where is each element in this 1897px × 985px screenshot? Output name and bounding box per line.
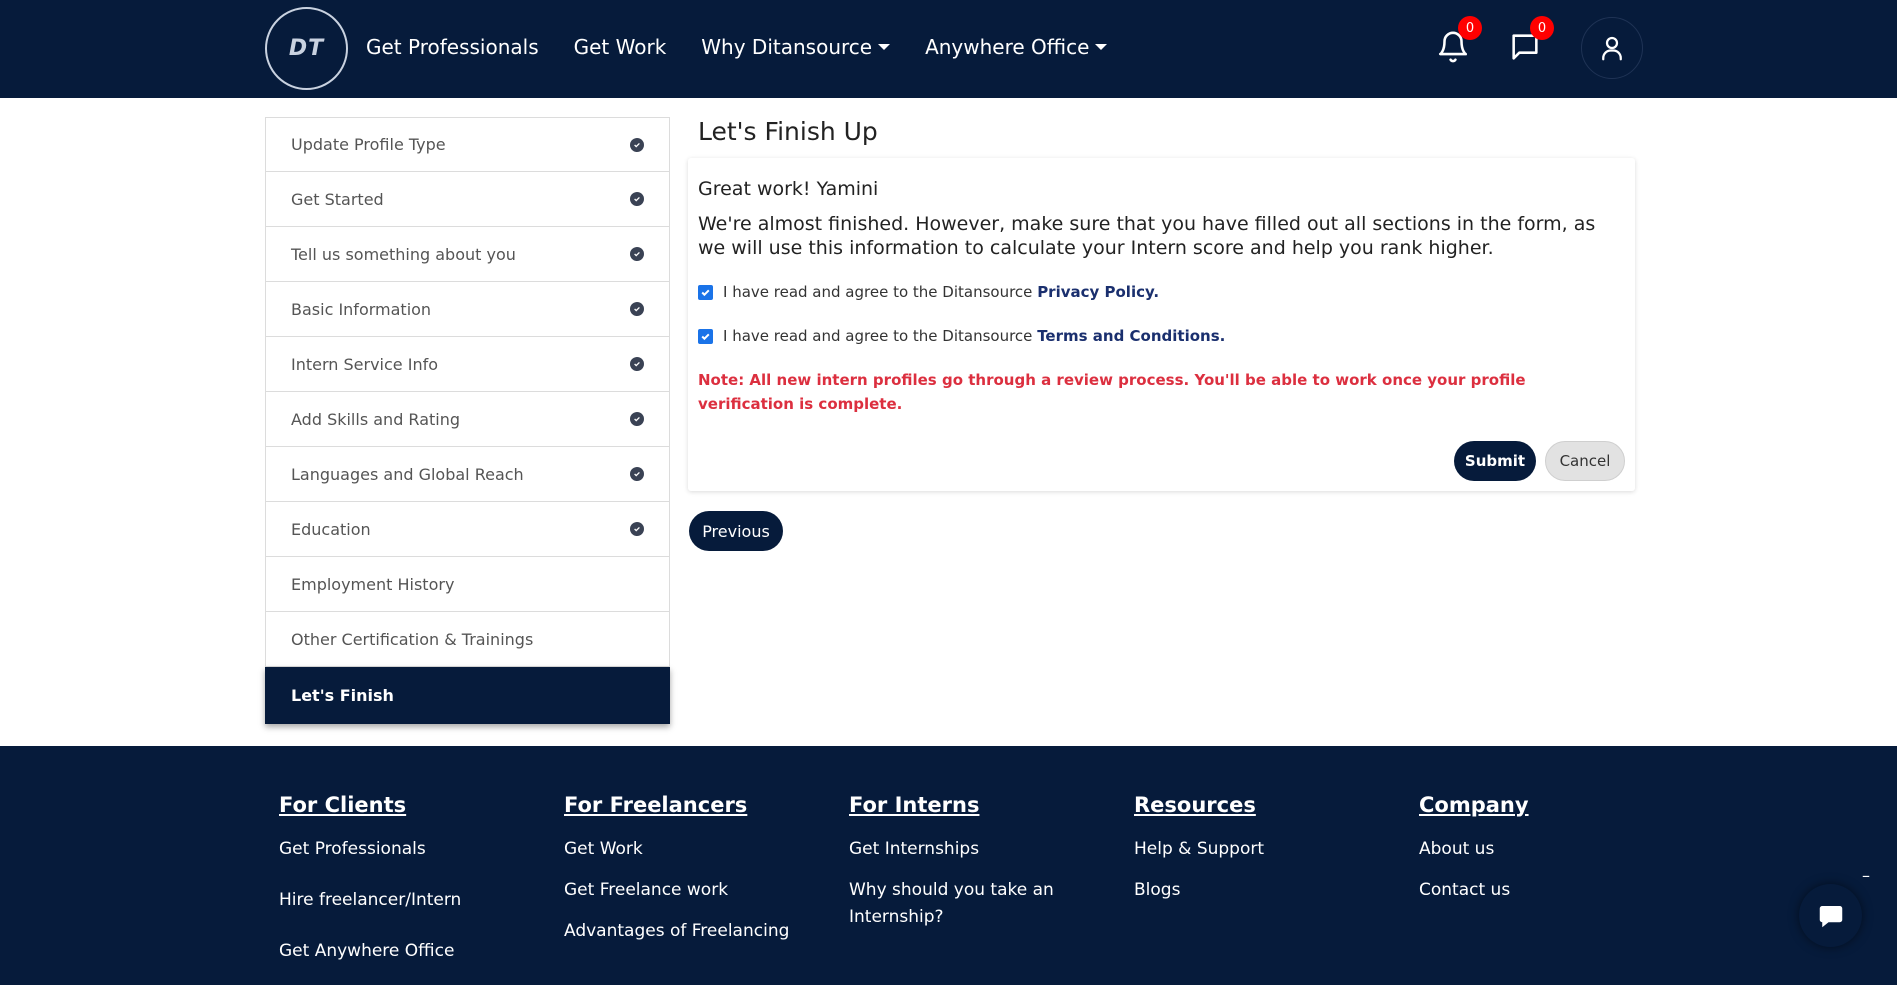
footer-link[interactable]: Why should you take an Internship? [849,880,1054,927]
nav-label: Why Ditansource [701,35,873,59]
user-icon [1597,33,1627,63]
user-menu-button[interactable] [1581,17,1643,79]
nav-get-work[interactable] [574,35,667,59]
page-title: Let's Finish Up [698,117,878,146]
step-employment-history[interactable] [265,557,670,612]
step-update-profile-type[interactable] [265,117,670,172]
top-navbar [0,0,1897,98]
footer-link[interactable]: About us [1419,839,1495,859]
footer-col-interns [849,793,1079,945]
footer-link[interactable]: Hire freelancer/Intern [279,890,462,910]
finish-card [688,158,1635,491]
step-tell-us-about-you[interactable] [265,227,670,282]
step-label: Intern Service Info [291,354,438,374]
greeting-text: Great work! Yamini [698,178,879,200]
step-add-skills-rating[interactable] [265,392,670,447]
privacy-agreement [698,283,1159,301]
check-circle-icon [630,357,644,371]
chat-bubble-icon [1816,901,1846,931]
footer-link[interactable]: Get Freelance work [564,880,729,900]
check-circle-icon [630,247,644,261]
nav-get-professionals[interactable] [366,35,539,59]
step-other-certification[interactable] [265,612,670,667]
messages-badge: 0 [1530,16,1554,40]
footer-link[interactable]: Get Internships [849,839,980,859]
footer-heading[interactable]: For Freelancers [564,793,748,817]
terms-agreement [698,327,1225,345]
caret-down-icon [1095,44,1107,50]
step-label: Employment History [291,574,455,594]
footer-col-company [1419,793,1649,918]
ditansource-logo[interactable] [265,7,348,90]
footer-link[interactable]: Contact us [1419,880,1511,900]
main-nav [366,35,1107,59]
privacy-checkbox[interactable] [698,285,713,300]
step-label: Let's Finish [291,685,394,705]
footer-heading[interactable]: Resources [1134,793,1256,817]
footer-col-freelancers [564,793,794,959]
check-circle-icon [630,467,644,481]
previous-button[interactable]: Previous [689,511,783,551]
step-label: Tell us something about you [291,244,516,264]
check-circle-icon [630,522,644,536]
caret-down-icon [878,44,890,50]
footer-col-resources [1134,793,1364,918]
check-circle-icon [630,192,644,206]
notifications-badge: 0 [1458,16,1482,40]
step-label: Other Certification & Trainings [291,629,534,649]
step-get-started[interactable] [265,172,670,227]
footer-heading[interactable]: For Interns [849,793,980,817]
terms-conditions-link[interactable]: Terms and Conditions. [1037,327,1226,345]
footer-link[interactable]: Get Work [564,839,643,859]
step-intern-service-info[interactable] [265,337,670,392]
step-languages-global-reach[interactable] [265,447,670,502]
terms-checkbox[interactable] [698,329,713,344]
step-basic-information[interactable] [265,282,670,337]
step-education[interactable] [265,502,670,557]
chat-widget-button[interactable] [1799,884,1862,947]
review-note: Note: All new intern profiles go through a review process. You'll be able to work once your profile verification is complete. [698,371,1526,413]
footer-heading[interactable]: Company [1419,793,1529,817]
agreement-prefix: I have read and agree to the Ditansource [723,283,1033,301]
footer-col-clients [279,793,509,985]
nav-anywhere-office[interactable] [925,35,1107,59]
footer-link[interactable]: Get Anywhere Office [279,941,455,961]
description-text: We're almost finished. However, make sure that you have filled out all sections in the form, as we will use this information to calculate your Intern score and help you rank higher. [698,213,1596,259]
footer-link[interactable]: Get Professionals [279,839,426,859]
check-circle-icon [630,138,644,152]
nav-label: Get Professionals [366,35,539,59]
step-label: Basic Information [291,299,432,319]
messages-button[interactable] [1508,20,1547,64]
privacy-agreement-text [723,283,1159,301]
step-label: Get Started [291,189,384,209]
nav-label: Get Work [573,35,667,59]
step-label: Update Profile Type [291,135,446,154]
profile-steps-sidebar [265,117,670,724]
step-label: Add Skills and Rating [291,409,461,429]
cancel-button[interactable]: Cancel [1545,441,1625,481]
step-lets-finish[interactable] [265,667,670,724]
step-label: Education [291,519,371,539]
notifications-button[interactable] [1436,20,1475,64]
privacy-policy-link[interactable]: Privacy Policy. [1037,283,1160,301]
check-circle-icon [630,302,644,316]
step-label: Languages and Global Reach [291,464,524,484]
footer [0,746,1897,985]
check-circle-icon [630,412,644,426]
terms-agreement-text [723,327,1225,345]
footer-link[interactable]: Help & Support [1134,839,1265,859]
footer-link[interactable]: Blogs [1134,880,1181,900]
chat-minimize-button[interactable]: – [1862,866,1870,885]
footer-heading[interactable]: For Clients [279,793,407,817]
nav-label: Anywhere Office [925,35,1090,59]
agreement-prefix: I have read and agree to the Ditansource [723,327,1033,345]
nav-why-ditansource[interactable] [701,35,890,59]
submit-button[interactable]: Submit [1454,441,1536,481]
footer-link[interactable]: Advantages of Freelancing [564,921,790,941]
logo-text: DT [288,36,325,61]
